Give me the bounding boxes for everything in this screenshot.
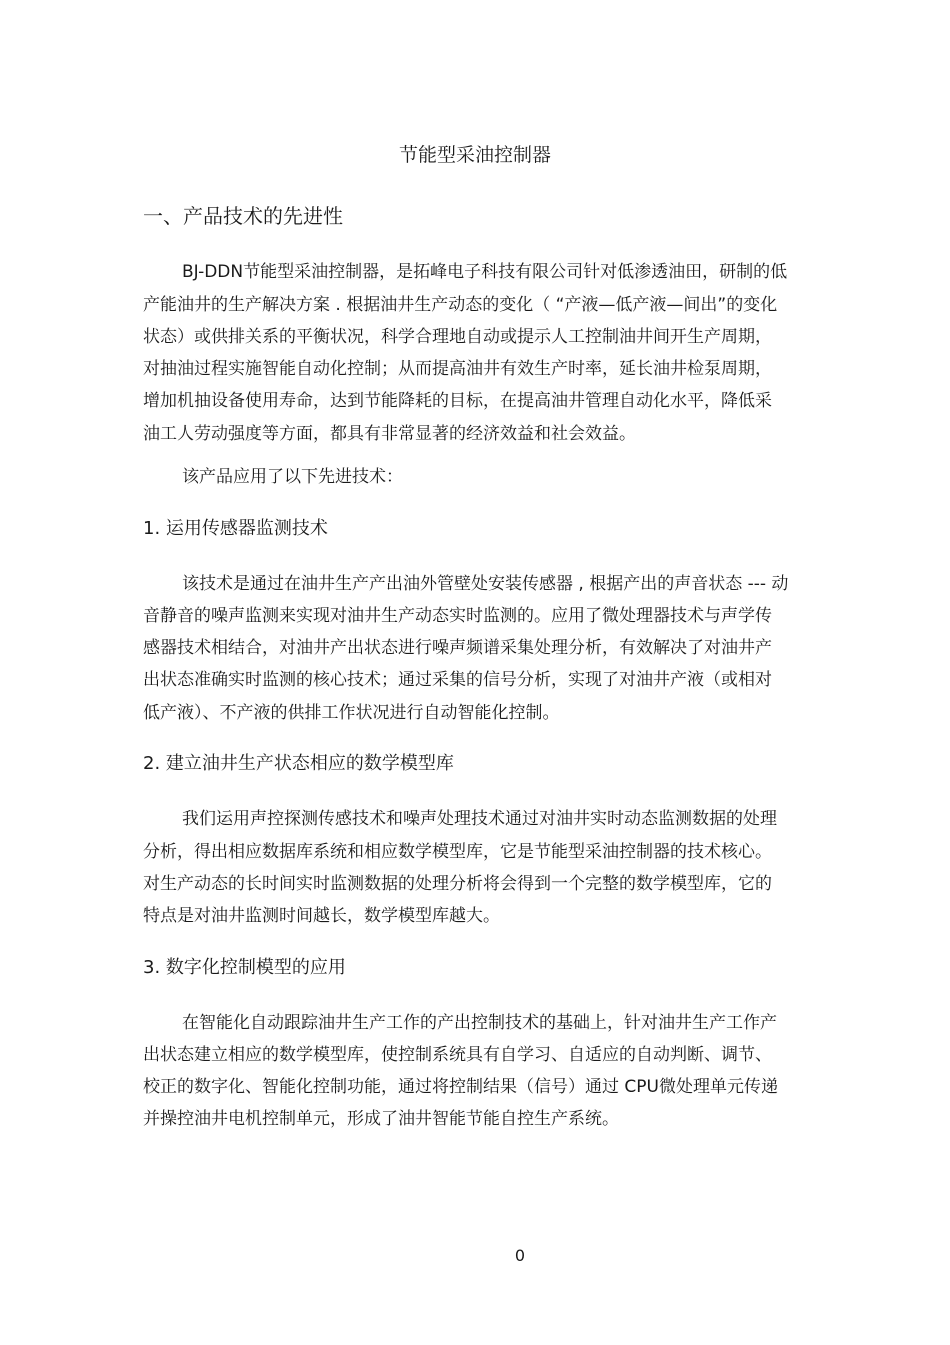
section-heading: 一、产品技术的先进性 [143, 204, 343, 228]
subsection-heading: 3. 数字化控制模型的应用 [143, 957, 346, 978]
paragraph-line: 该技术是通过在油井生产产出油外管壁处安装传感器 , 根据产出的声音状态 --- 动 [182, 574, 789, 594]
paragraph-line: 在智能化自动跟踪油井生产工作的产出控制技术的基础上，针对油井生产工作产 [182, 1013, 777, 1033]
paragraph-line: 校正的数字化、智能化控制功能，通过将控制结果（信号）通过 CPU微处理单元传递 [143, 1077, 778, 1097]
paragraph-line: 油工人劳动强度等方面，都具有非常显著的经济效益和社会效益。 [143, 424, 636, 444]
subsection-heading: 2. 建立油井生产状态相应的数学模型库 [143, 753, 454, 774]
paragraph-line: 产能油井的生产解决方案 . 根据油井生产动态的变化（ “产液—低产液—间出”的变化 [143, 295, 778, 315]
paragraph-line: 特点是对油井监测时间越长，数学模型库越大。 [143, 906, 500, 926]
paragraph-line: 分析，得出相应数据库系统和相应数学模型库，它是节能型采油控制器的技术核心。 [143, 842, 772, 862]
paragraph-line: 增加机抽设备使用寿命，达到节能降耗的目标，在提高油井管理自动化水平，降低采 [143, 391, 772, 411]
paragraph-line: 出状态建立相应的数学模型库，使控制系统具有自学习、自适应的自动判断、调节、 [143, 1045, 772, 1065]
paragraph-line: 低产液）、不产液的供排工作状况进行自动智能化控制。 [143, 703, 560, 723]
paragraph-line: 我们运用声控探测传感技术和噪声处理技术通过对油井实时动态监测数据的处理 [182, 809, 777, 829]
paragraph-line: 该产品应用了以下先进技术： [182, 467, 403, 487]
subsection-heading: 1. 运用传感器监测技术 [143, 518, 328, 539]
paragraph-line: 并操控油井电机控制单元，形成了油井智能节能自控生产系统。 [143, 1109, 619, 1129]
document-title: 节能型采油控制器 [398, 144, 551, 166]
paragraph-line: 状态）或供排关系的平衡状况，科学合理地自动或提示人工控制油井间开生产周期， [143, 327, 772, 347]
paragraph-line: 对生产动态的长时间实时监测数据的处理分析将会得到一个完整的数学模型库，它的 [143, 874, 772, 894]
paragraph-line: 对抽油过程实施智能自动化控制；从而提高油井有效生产时率，延长油井检泵周期， [143, 359, 772, 379]
paragraph-line: BJ-DDN节能型采油控制器，是拓峰电子科技有限公司针对低渗透油田，研制的低 [182, 262, 788, 282]
paragraph-line: 音静音的噪声监测来实现对油井生产动态实时监测的。应用了微处理器技术与声学传 [143, 606, 772, 626]
paragraph-line: 出状态准确实时监测的核心技术；通过采集的信号分析，实现了对油井产液（或相对 [143, 670, 772, 690]
paragraph-line: 感器技术相结合，对油井产出状态进行噪声频谱采集处理分析，有效解决了对油井产 [143, 638, 772, 658]
page-number: 0 [514, 1246, 526, 1265]
